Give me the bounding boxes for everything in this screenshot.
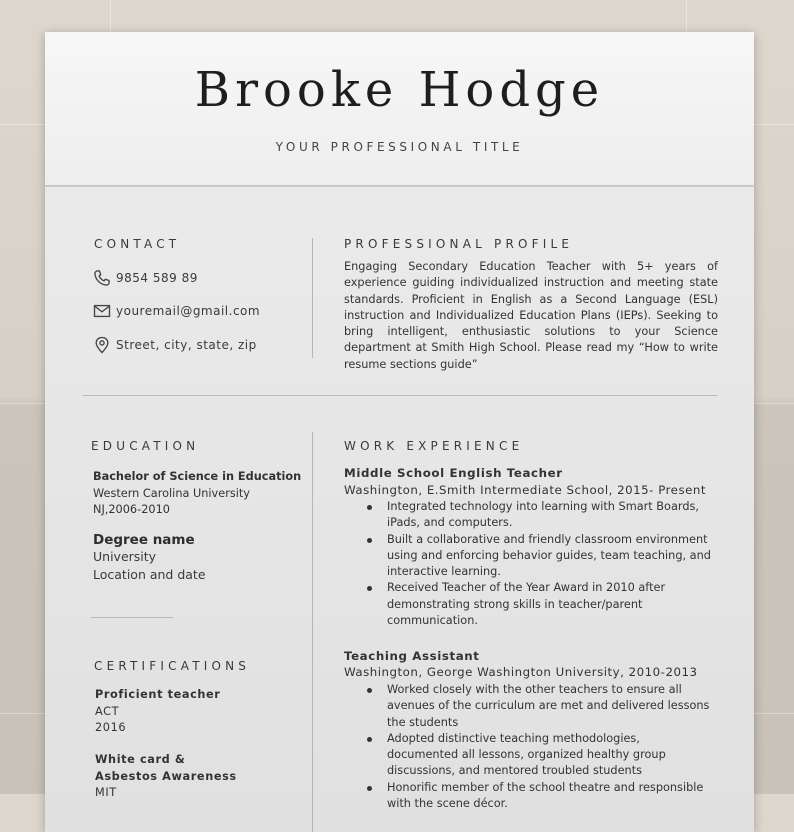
column-divider xyxy=(312,432,313,832)
list-item: Built a collaborative and friendly classroom environment using and enforcing behavior guides, team teaching, and interactive learning. xyxy=(365,532,713,581)
street-address: Street, city, state, zip xyxy=(116,338,257,352)
envelope-icon xyxy=(92,301,112,321)
resume-page xyxy=(45,32,754,832)
phone-icon xyxy=(92,268,112,288)
professional-title: YOUR PROFESSIONAL TITLE xyxy=(275,140,524,154)
university-name: University xyxy=(93,549,157,564)
school-location-date: NJ,2006-2010 xyxy=(93,503,170,516)
resume-header xyxy=(45,32,754,187)
list-item: Adopted distinctive teaching methodologies, documented all lessons, organized healthy group discussions, and mentored troubled students xyxy=(365,731,713,780)
cert-name: Proficient teacher xyxy=(95,688,221,701)
education-entry-2 xyxy=(93,532,206,584)
cert-issuer: MIT xyxy=(95,786,117,799)
section-divider xyxy=(82,395,718,396)
job-bullets xyxy=(365,682,713,812)
phone-number: 9854 589 89 xyxy=(116,271,198,285)
education-divider xyxy=(91,617,173,618)
job-organization: Washington, George Washington University, 2010-2013 xyxy=(344,665,698,679)
contact-heading: CONTACT xyxy=(94,237,181,251)
education-heading: EDUCATION xyxy=(91,439,200,453)
job-title: Teaching Assistant xyxy=(344,649,480,663)
degree-name: Degree name xyxy=(93,532,195,548)
cert-year: 2016 xyxy=(95,721,127,734)
list-item: Integrated technology into learning with Smart Boards, iPads, and computers. xyxy=(365,499,713,532)
profile-heading: PROFESSIONAL PROFILE xyxy=(344,237,574,251)
contact-address xyxy=(92,334,257,356)
email-address: youremail@gmail.com xyxy=(116,304,261,318)
cert-name-cont: Asbestos Awareness xyxy=(95,769,237,783)
column-divider xyxy=(312,238,313,358)
certifications-heading: CERTIFICATIONS xyxy=(94,659,251,673)
contact-phone xyxy=(92,267,198,289)
location-pin-icon xyxy=(92,335,112,355)
list-item: Honorific member of the school theatre and responsible with the scene décor. xyxy=(365,780,713,813)
job-bullets xyxy=(365,499,713,629)
job-organization: Washington, E.Smith Intermediate School, 2015- Present xyxy=(344,483,706,497)
list-item: Received Teacher of the Year Award in 2010 after demonstrating strong skills in teacher/parent communication. xyxy=(365,580,713,629)
contact-email xyxy=(92,300,260,322)
school-name: Western Carolina University xyxy=(93,486,250,500)
education-entry-1 xyxy=(93,469,301,519)
work-experience-heading: WORK EXPERIENCE xyxy=(344,439,524,453)
degree-title: Bachelor of Science in Education xyxy=(93,470,302,483)
cert-issuer: ACT xyxy=(95,704,120,718)
cert-name: White card & xyxy=(95,753,186,766)
profile-summary: Engaging Secondary Education Teacher with 5+ years of experience guiding individualized instruction and meeting state standards. Proficient in English as a Second Language (ESL) instruction and Individualized Education Plans (IEPs). Seeking to bring intelligent, enthusiastic solutions to your Science department at Smith High School. Please read my “How to write resume sections guide” xyxy=(344,260,718,371)
resume-name: Brooke Hodge xyxy=(194,62,605,118)
certification-entry-2 xyxy=(95,752,237,802)
certification-entry-1 xyxy=(95,687,220,737)
job-title: Middle School English Teacher xyxy=(344,466,563,480)
list-item: Worked closely with the other teachers to ensure all avenues of the curriculum are met and delivered lessons the students xyxy=(365,682,713,731)
location-and-date: Location and date xyxy=(93,567,206,582)
